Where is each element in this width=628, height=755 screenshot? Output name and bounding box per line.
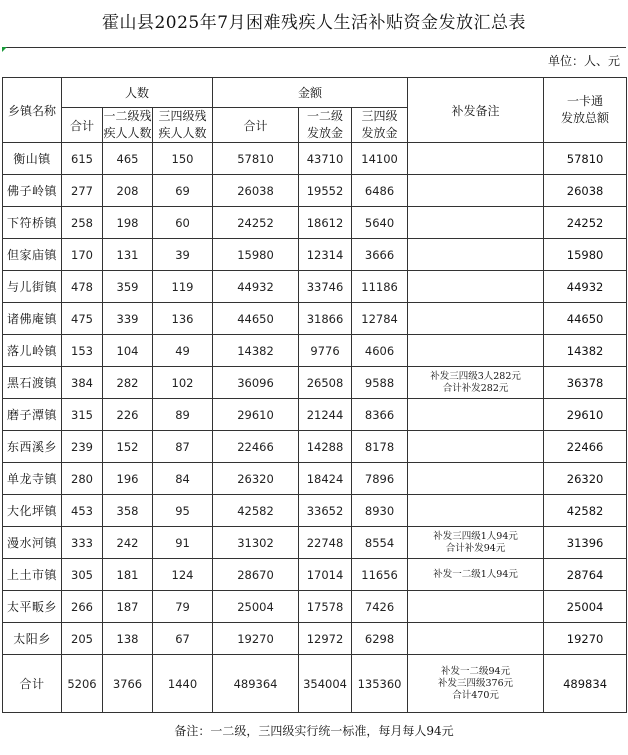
note-cell xyxy=(408,335,544,367)
people-12-cell: 152 xyxy=(103,431,153,463)
note-cell xyxy=(408,239,544,271)
people-12-cell: 198 xyxy=(103,207,153,239)
people-12-cell: 242 xyxy=(103,527,153,559)
unit-label: 单位：人、元 xyxy=(547,54,620,68)
card-total-cell: 22466 xyxy=(544,431,627,463)
people-34-cell: 91 xyxy=(153,527,213,559)
people-total-cell: 478 xyxy=(62,271,103,303)
money-total-cell: 19270 xyxy=(213,623,299,655)
note-line: 补发三四级376元 xyxy=(437,677,514,689)
header-note: 补发备注 xyxy=(408,78,544,143)
note-cell xyxy=(408,655,544,713)
note-cell xyxy=(408,207,544,239)
note-cell xyxy=(408,143,544,175)
header-money-34 xyxy=(352,108,408,143)
card-total-cell: 44932 xyxy=(544,271,627,303)
people-12-cell: 131 xyxy=(103,239,153,271)
money-12-cell: 14288 xyxy=(299,431,352,463)
card-total-cell: 57810 xyxy=(544,143,627,175)
people-12-cell: 196 xyxy=(103,463,153,495)
people-total-cell: 239 xyxy=(62,431,103,463)
header-money-total: 合计 xyxy=(213,108,299,143)
people-total-cell: 453 xyxy=(62,495,103,527)
people-total-cell: 280 xyxy=(62,463,103,495)
note-line: 合计470元 xyxy=(452,689,499,701)
card-total-cell: 25004 xyxy=(544,591,627,623)
town-cell: 落儿岭镇 xyxy=(3,335,62,367)
money-total-cell: 44650 xyxy=(213,303,299,335)
people-12-cell: 104 xyxy=(103,335,153,367)
money-34-cell: 4606 xyxy=(352,335,408,367)
total-row xyxy=(3,655,627,713)
header-money-12-line2: 发放金 xyxy=(307,126,344,140)
header-people-34-line1: 三四级残 xyxy=(158,109,207,123)
people-total-cell: 153 xyxy=(62,335,103,367)
money-total-cell: 31302 xyxy=(213,527,299,559)
table-row xyxy=(3,527,627,559)
people-total-cell: 315 xyxy=(62,399,103,431)
table-body xyxy=(3,143,627,713)
money-total-cell: 22466 xyxy=(213,431,299,463)
people-12-cell: 465 xyxy=(103,143,153,175)
people-total-cell: 384 xyxy=(62,367,103,399)
table-row xyxy=(3,495,627,527)
card-total-cell: 29610 xyxy=(544,399,627,431)
town-cell: 大化坪镇 xyxy=(3,495,62,527)
table-row xyxy=(3,463,627,495)
people-12-cell: 226 xyxy=(103,399,153,431)
people-12-cell: 359 xyxy=(103,271,153,303)
header-card-line2: 发放总额 xyxy=(561,111,610,125)
page-title: 霍山县2025年7月困难残疾人生活补贴资金发放汇总表 xyxy=(101,13,527,33)
people-34-cell: 119 xyxy=(153,271,213,303)
card-total-cell: 26038 xyxy=(544,175,627,207)
money-12-cell: 22748 xyxy=(299,527,352,559)
money-34-cell: 6486 xyxy=(352,175,408,207)
header-people: 人数 xyxy=(62,78,213,108)
money-12-cell: 18424 xyxy=(299,463,352,495)
money-34-cell: 14100 xyxy=(352,143,408,175)
people-12-cell: 339 xyxy=(103,303,153,335)
money-34-cell: 11656 xyxy=(352,559,408,591)
note-cell xyxy=(408,495,544,527)
people-12-cell: 187 xyxy=(103,591,153,623)
money-total-cell: 44932 xyxy=(213,271,299,303)
card-total-cell: 19270 xyxy=(544,623,627,655)
people-total-cell: 205 xyxy=(62,623,103,655)
town-cell: 合计 xyxy=(3,655,62,713)
people-12-cell: 181 xyxy=(103,559,153,591)
table-row xyxy=(3,143,627,175)
people-34-cell: 150 xyxy=(153,143,213,175)
town-cell: 诸佛庵镇 xyxy=(3,303,62,335)
people-total-cell: 305 xyxy=(62,559,103,591)
money-total-cell: 57810 xyxy=(213,143,299,175)
note-cell xyxy=(408,303,544,335)
town-cell: 与儿街镇 xyxy=(3,271,62,303)
note-cell xyxy=(408,591,544,623)
header-card-line1: 一卡通 xyxy=(567,94,604,108)
money-34-cell: 6298 xyxy=(352,623,408,655)
card-total-cell: 36378 xyxy=(544,367,627,399)
money-34-cell: 9588 xyxy=(352,367,408,399)
town-cell: 漫水河镇 xyxy=(3,527,62,559)
table-row xyxy=(3,431,627,463)
cell-corner-marker xyxy=(2,47,7,52)
header-money-34-line1: 三四级 xyxy=(361,109,398,123)
money-total-cell: 26038 xyxy=(213,175,299,207)
money-12-cell: 26508 xyxy=(299,367,352,399)
town-cell: 太平畈乡 xyxy=(3,591,62,623)
money-12-cell: 17014 xyxy=(299,559,352,591)
header-card-total xyxy=(544,78,627,143)
summary-table xyxy=(2,77,627,713)
card-total-cell: 489834 xyxy=(544,655,627,713)
money-34-cell: 8554 xyxy=(352,527,408,559)
people-34-cell: 49 xyxy=(153,335,213,367)
header-money-12 xyxy=(299,108,352,143)
people-total-cell: 475 xyxy=(62,303,103,335)
people-total-cell: 277 xyxy=(62,175,103,207)
note-cell xyxy=(408,271,544,303)
header-people-12-line2: 疾人人数 xyxy=(103,126,152,140)
table-row xyxy=(3,399,627,431)
money-total-cell: 42582 xyxy=(213,495,299,527)
note-cell xyxy=(408,175,544,207)
people-total-cell: 333 xyxy=(62,527,103,559)
table-row xyxy=(3,591,627,623)
table-row xyxy=(3,335,627,367)
money-12-cell: 9776 xyxy=(299,335,352,367)
town-cell: 下符桥镇 xyxy=(3,207,62,239)
note-line: 补发三四级1人94元 xyxy=(433,530,518,542)
money-34-cell: 7426 xyxy=(352,591,408,623)
people-34-cell: 39 xyxy=(153,239,213,271)
note-line: 补发一二级1人94元 xyxy=(433,568,518,580)
people-34-cell: 1440 xyxy=(153,655,213,713)
money-34-cell: 11186 xyxy=(352,271,408,303)
header-people-12 xyxy=(103,108,153,143)
table-row xyxy=(3,207,627,239)
money-total-cell: 25004 xyxy=(213,591,299,623)
header-money-34-line2: 发放金 xyxy=(361,126,398,140)
town-cell: 磨子潭镇 xyxy=(3,399,62,431)
people-34-cell: 84 xyxy=(153,463,213,495)
note-cell xyxy=(408,527,544,559)
money-12-cell: 354004 xyxy=(299,655,352,713)
town-cell: 衡山镇 xyxy=(3,143,62,175)
money-12-cell: 19552 xyxy=(299,175,352,207)
money-total-cell: 489364 xyxy=(213,655,299,713)
town-cell: 佛子岭镇 xyxy=(3,175,62,207)
money-total-cell: 36096 xyxy=(213,367,299,399)
header-town: 乡镇名称 xyxy=(3,78,62,143)
people-34-cell: 79 xyxy=(153,591,213,623)
money-total-cell: 24252 xyxy=(213,207,299,239)
note-line: 合计补发94元 xyxy=(445,542,506,554)
header-people-12-line1: 一二级残 xyxy=(103,109,152,123)
header-row-top xyxy=(3,78,627,108)
money-34-cell: 3666 xyxy=(352,239,408,271)
table-row xyxy=(3,559,627,591)
header-people-34-line2: 疾人人数 xyxy=(158,126,207,140)
card-total-cell: 14382 xyxy=(544,335,627,367)
town-cell: 太阳乡 xyxy=(3,623,62,655)
note-cell xyxy=(408,623,544,655)
note-cell xyxy=(408,431,544,463)
money-total-cell: 15980 xyxy=(213,239,299,271)
table-row xyxy=(3,623,627,655)
header-people-total: 合计 xyxy=(62,108,103,143)
money-34-cell: 8366 xyxy=(352,399,408,431)
people-34-cell: 136 xyxy=(153,303,213,335)
people-34-cell: 67 xyxy=(153,623,213,655)
table-row xyxy=(3,303,627,335)
money-12-cell: 33652 xyxy=(299,495,352,527)
money-12-cell: 21244 xyxy=(299,399,352,431)
people-34-cell: 102 xyxy=(153,367,213,399)
card-total-cell: 26320 xyxy=(544,463,627,495)
note-line: 合计补发282元 xyxy=(442,382,509,394)
card-total-cell: 15980 xyxy=(544,239,627,271)
money-total-cell: 28670 xyxy=(213,559,299,591)
people-total-cell: 258 xyxy=(62,207,103,239)
note-cell xyxy=(408,463,544,495)
people-34-cell: 95 xyxy=(153,495,213,527)
money-total-cell: 14382 xyxy=(213,335,299,367)
money-12-cell: 33746 xyxy=(299,271,352,303)
title-divider xyxy=(2,47,626,48)
money-34-cell: 5640 xyxy=(352,207,408,239)
money-34-cell: 8930 xyxy=(352,495,408,527)
people-12-cell: 138 xyxy=(103,623,153,655)
header-people-34 xyxy=(153,108,213,143)
people-total-cell: 5206 xyxy=(62,655,103,713)
money-34-cell: 12784 xyxy=(352,303,408,335)
money-12-cell: 17578 xyxy=(299,591,352,623)
people-12-cell: 3766 xyxy=(103,655,153,713)
town-cell: 单龙寺镇 xyxy=(3,463,62,495)
note-line: 补发一二级94元 xyxy=(441,665,511,677)
money-12-cell: 31866 xyxy=(299,303,352,335)
note-cell xyxy=(408,399,544,431)
people-34-cell: 69 xyxy=(153,175,213,207)
money-34-cell: 8178 xyxy=(352,431,408,463)
money-total-cell: 29610 xyxy=(213,399,299,431)
money-total-cell: 26320 xyxy=(213,463,299,495)
town-cell: 但家庙镇 xyxy=(3,239,62,271)
table-row xyxy=(3,239,627,271)
money-12-cell: 18612 xyxy=(299,207,352,239)
header-money-12-line1: 一二级 xyxy=(307,109,344,123)
note-cell xyxy=(408,559,544,591)
people-total-cell: 170 xyxy=(62,239,103,271)
table-row xyxy=(3,271,627,303)
town-cell: 黑石渡镇 xyxy=(3,367,62,399)
money-34-cell: 7896 xyxy=(352,463,408,495)
card-total-cell: 44650 xyxy=(544,303,627,335)
note-cell xyxy=(408,367,544,399)
people-34-cell: 89 xyxy=(153,399,213,431)
header-money: 金额 xyxy=(213,78,408,108)
people-12-cell: 208 xyxy=(103,175,153,207)
card-total-cell: 31396 xyxy=(544,527,627,559)
money-12-cell: 43710 xyxy=(299,143,352,175)
footnote: 备注：一二级，三四级实行统一标准，每月每人94元 xyxy=(174,724,454,738)
people-total-cell: 615 xyxy=(62,143,103,175)
town-cell: 上土市镇 xyxy=(3,559,62,591)
table-row xyxy=(3,175,627,207)
card-total-cell: 42582 xyxy=(544,495,627,527)
people-34-cell: 60 xyxy=(153,207,213,239)
people-34-cell: 124 xyxy=(153,559,213,591)
table-row xyxy=(3,367,627,399)
town-cell: 东西溪乡 xyxy=(3,431,62,463)
card-total-cell: 28764 xyxy=(544,559,627,591)
people-12-cell: 282 xyxy=(103,367,153,399)
people-12-cell: 358 xyxy=(103,495,153,527)
money-12-cell: 12314 xyxy=(299,239,352,271)
note-line: 补发三四级3人282元 xyxy=(430,370,521,382)
card-total-cell: 24252 xyxy=(544,207,627,239)
people-34-cell: 87 xyxy=(153,431,213,463)
people-total-cell: 266 xyxy=(62,591,103,623)
money-34-cell: 135360 xyxy=(352,655,408,713)
money-12-cell: 12972 xyxy=(299,623,352,655)
